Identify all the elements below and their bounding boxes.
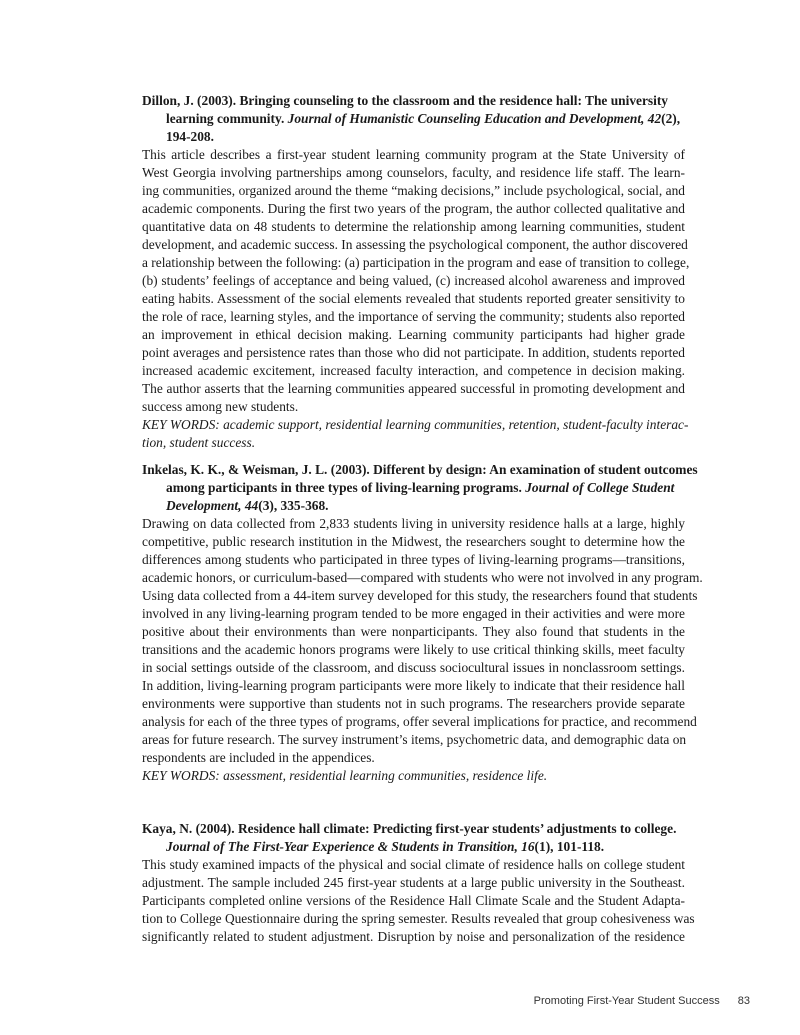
entry-kaya: [142, 820, 695, 946]
abstract-line: tion to College Questionnaire during the spring semester. Results revealed that group cohesiveness was: [142, 911, 695, 926]
abstract-line: development, and academic success. In assessing the psychological component, the author discovered: [142, 237, 688, 252]
abstract-line: eating habits. Assessment of the social elements revealed that students reported greater sensitivity to: [142, 291, 685, 306]
abstract-line: adjustment. The sample included 245 first-year students at a large public university in the Southeast.: [142, 875, 685, 890]
page-footer: [534, 995, 750, 1007]
citation-text: learning community.: [166, 111, 288, 126]
abstract-line: transitions and the academic honors programs were likely to use critical thinking skills, meet faculty: [142, 642, 685, 657]
abstract-line: respondents are included in the appendices.: [142, 750, 375, 765]
abstract-line: This study examined impacts of the physical and social climate of residence halls on college student: [142, 857, 685, 872]
abstract-line: West Georgia involving partnerships among counselors, faculty, and residence life staff. The learn-: [142, 165, 685, 180]
journal-title: Journal of Humanistic Counseling Education and Development, 42: [287, 111, 662, 126]
citation-line: [142, 838, 685, 856]
citation-line: [142, 110, 685, 128]
abstract-line: In addition, living-learning program participants were more likely to indicate that their residence hall: [142, 678, 685, 693]
citation-text: Dillon, J. (2003). Bringing counseling to the classroom and the residence hall: The university: [142, 93, 668, 108]
entry-inkelas: [142, 461, 703, 785]
citation-line: [142, 92, 685, 110]
abstract-line: quantitative data on 48 students to determine the relationship among learning communities, student: [142, 219, 685, 234]
abstract-line: increased academic excitement, increased faculty interaction, and competence in decision making.: [142, 363, 685, 378]
citation-line: [142, 128, 685, 146]
abstract-line: academic honors, or curriculum-based—compared with students who were not involved in any program.: [142, 570, 703, 585]
journal-title: Journal of College Student: [525, 480, 675, 495]
abstract-line: an improvement in ethical decision making. Learning community participants had higher grade: [142, 327, 685, 342]
abstract-line: analysis for each of the three types of programs, offer several implications for practice, and recommend: [142, 714, 697, 729]
abstract-line: environments were supportive than students not in such programs. The researchers provide separate: [142, 696, 685, 711]
citation-line: [142, 461, 698, 479]
abstract-line: competitive, public research institution in the Midwest, the researchers sought to determine how the: [142, 534, 685, 549]
citation-text: among participants in three types of living-learning programs.: [166, 480, 526, 495]
abstract-line: in social settings outside of the classroom, and discuss sociocultural issues in nonclassroom settings.: [142, 660, 685, 675]
abstract-line: Drawing on data collected from 2,833 students living in university residence halls at a large, highly: [142, 516, 685, 531]
citation-text: Kaya, N. (2004). Residence hall climate: Predicting first-year students’ adjustments to college.: [142, 821, 677, 836]
keywords-line: KEY WORDS: academic support, residential learning communities, retention, student-faculty interac-: [142, 417, 689, 432]
abstract-line: involved in any living-learning program tended to be more engaged in their activities and were more: [142, 606, 685, 621]
abstract-line: ing communities, organized around the theme “making decisions,” include psychological, social, and: [142, 183, 685, 198]
abstract-line: areas for future research. The survey instrument’s items, psychometric data, and demographic data on: [142, 732, 687, 747]
abstract-line: significantly related to student adjustment. Disruption by noise and personalization of the residence: [142, 929, 685, 944]
citation-text: (1), 101-118.: [534, 839, 605, 854]
abstract-line: success among new students.: [142, 399, 299, 414]
running-title: Promoting First-Year Student Success: [533, 995, 720, 1007]
abstract-line: point averages and persistence rates than those who did not participate. In addition, students reported: [142, 345, 685, 360]
journal-title: Journal of The First-Year Experience & Students in Transition, 16: [166, 839, 535, 854]
page-number: 83: [737, 995, 750, 1007]
abstract-line: The author asserts that the learning communities appeared successful in promoting development and: [142, 381, 685, 396]
abstract-line: Participants completed online versions of the Residence Hall Climate Scale and the Student Adapta-: [142, 893, 685, 908]
citation-line: [142, 479, 685, 497]
citation-text: (3), 335-368.: [258, 498, 329, 513]
abstract-line: positive about their environments than were nonparticipants. They also found that students in the: [142, 624, 685, 639]
entry-dillon: [142, 92, 690, 452]
keywords-line: tion, student success.: [142, 435, 256, 450]
citation-text: Inkelas, K. K., & Weisman, J. L. (2003). Different by design: An examination of student outcomes: [142, 462, 698, 477]
keywords-line: KEY WORDS: assessment, residential learning communities, residence life.: [142, 768, 548, 783]
citation-line: [142, 497, 685, 515]
abstract-line: a relationship between the following: (a) participation in the program and ease of transition to college,: [142, 255, 690, 270]
citation-text: 194-208.: [166, 129, 214, 144]
citation-line: [142, 820, 685, 838]
citation-text: (2),: [661, 111, 681, 126]
abstract-line: differences among students who participated in three types of living-learning programs—transitions,: [142, 552, 685, 567]
journal-title: Development, 44: [166, 498, 259, 513]
abstract-line: (b) students’ feelings of acceptance and being valued, (c) increased alcohol awareness and improved: [142, 273, 685, 288]
abstract-line: This article describes a first-year student learning community program at the State University of: [142, 147, 685, 162]
abstract-line: the role of race, learning styles, and the importance of serving the community; students also reported: [142, 309, 685, 324]
abstract-line: academic components. During the first two years of the program, the author collected qualitative and: [142, 201, 685, 216]
abstract-line: Using data collected from a 44-item survey developed for this study, the researchers found that students: [142, 588, 698, 603]
